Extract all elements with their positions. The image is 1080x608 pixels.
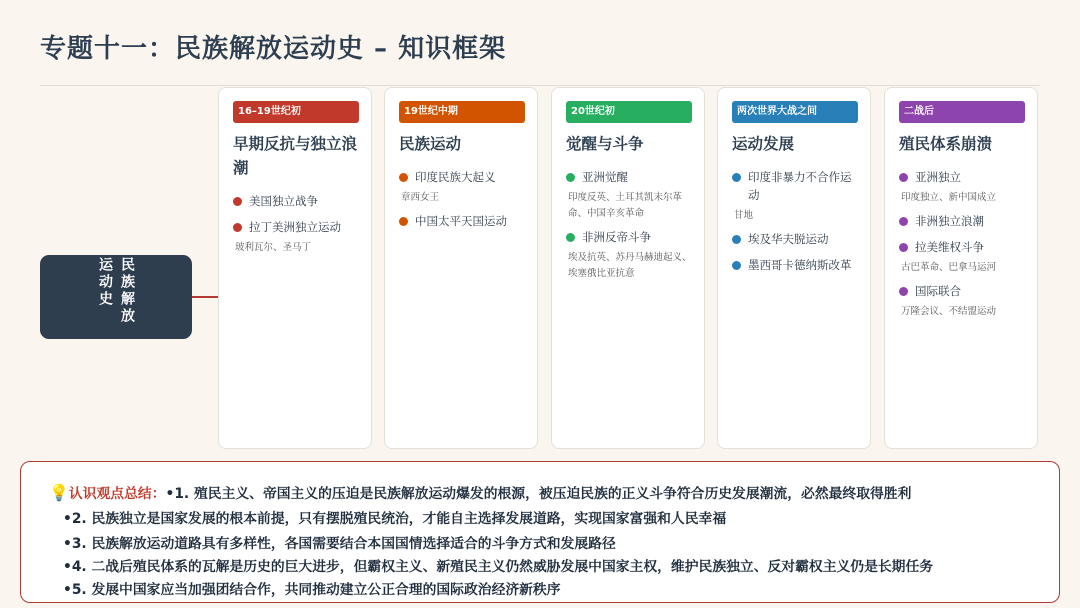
- period-badge: 两次世界大战之间: [732, 101, 858, 123]
- lightbulb-icon: 💡: [49, 483, 69, 502]
- root-connector: [192, 296, 218, 298]
- event-detail: 埃及抗英、苏丹马赫迪起义、埃塞俄比亚抗意: [568, 252, 692, 279]
- period-title: 早期反抗与独立浪潮: [233, 135, 358, 177]
- summary-point-4: •4. 二战后殖民体系的瓦解是历史的巨大进步，但霸权主义、新殖民主义仍然威胁发展中国家主权，维护民族独立、反对霸权主义仍是长期任务: [63, 559, 934, 575]
- period-column[interactable]: [551, 87, 705, 449]
- event-item[interactable]: [233, 192, 363, 210]
- event-item[interactable]: [732, 256, 862, 274]
- page-title: 专题十一：民族解放运动史 – 知识框架: [40, 34, 507, 64]
- bullet-dot-icon: [732, 173, 741, 182]
- event-item[interactable]: [233, 218, 363, 236]
- event-detail: 古巴革命、巴拿马运河: [901, 262, 997, 273]
- root-node[interactable]: [40, 255, 192, 339]
- event-item[interactable]: [899, 238, 1029, 256]
- event-list: [233, 192, 363, 262]
- summary-point-1: •1. 殖民主义、帝国主义的压迫是民族解放运动爆发的根源，被压迫民族的正义斗争符合历史发展潮流，必然最终取得胜利: [165, 486, 912, 502]
- period-badge: 二战后: [899, 101, 1025, 123]
- summary-title: 认识观点总结：: [68, 486, 166, 502]
- bullet-dot-icon: [899, 287, 908, 296]
- event-label: 非洲反帝斗争: [582, 230, 651, 244]
- period-column[interactable]: [218, 87, 372, 449]
- bullet-dot-icon: [899, 243, 908, 252]
- bullet-dot-icon: [233, 197, 242, 206]
- event-item[interactable]: [566, 228, 696, 246]
- event-label: 亚洲独立: [915, 170, 961, 184]
- event-label: 中国太平天国运动: [415, 214, 507, 228]
- event-list: [566, 168, 696, 288]
- event-item[interactable]: [899, 212, 1029, 230]
- event-item[interactable]: [732, 230, 862, 248]
- summary-heading-line: [49, 482, 911, 502]
- period-title: 觉醒与斗争: [566, 135, 644, 153]
- period-column[interactable]: [717, 87, 871, 449]
- bullet-dot-icon: [566, 233, 575, 242]
- event-label: 非洲独立浪潮: [915, 214, 984, 228]
- summary-point-3: •3. 民族解放运动道路具有多样性，各国需要结合本国国情选择适合的斗争方式和发展路径: [63, 536, 616, 552]
- event-label: 国际联合: [915, 284, 961, 298]
- event-label: 亚洲觉醒: [582, 170, 628, 184]
- period-badge: 16–19世纪初: [233, 101, 359, 123]
- period-column[interactable]: [384, 87, 538, 449]
- event-label: 印度民族大起义: [415, 170, 496, 184]
- event-detail: 印度独立、新中国成立: [901, 192, 997, 203]
- bullet-dot-icon: [566, 173, 575, 182]
- event-detail: 章西女王: [401, 192, 440, 203]
- event-item[interactable]: [399, 168, 529, 186]
- event-label: 拉美维权斗争: [915, 240, 984, 254]
- period-column[interactable]: [884, 87, 1038, 449]
- bullet-dot-icon: [399, 173, 408, 182]
- event-detail: 甘地: [734, 210, 754, 221]
- period-title: 运动发展: [732, 135, 795, 153]
- event-list: [399, 168, 529, 238]
- period-title: 民族运动: [399, 135, 462, 153]
- bullet-dot-icon: [233, 223, 242, 232]
- title-divider: [40, 85, 1040, 86]
- bullet-dot-icon: [732, 261, 741, 270]
- bullet-dot-icon: [732, 235, 741, 244]
- summary-point-5: •5. 发展中国家应当加强团结合作，共同推动建立公正合理的国际政治经济新秩序: [63, 582, 561, 598]
- event-item[interactable]: [566, 168, 696, 186]
- event-label: 墨西哥卡德纳斯改革: [748, 258, 852, 272]
- event-label: 印度非暴力不合作运动: [748, 170, 852, 202]
- bullet-dot-icon: [399, 217, 408, 226]
- bullet-dot-icon: [899, 217, 908, 226]
- bullet-dot-icon: [899, 173, 908, 182]
- event-detail: 万隆会议、不结盟运动: [901, 306, 997, 317]
- event-detail: 印度反英、土耳其凯末尔革命、中国辛亥革命: [568, 192, 683, 219]
- event-label: 美国独立战争: [249, 194, 318, 208]
- event-detail: 玻利瓦尔、圣马丁: [235, 242, 312, 253]
- event-label: 拉丁美洲独立运动: [249, 220, 341, 234]
- event-item[interactable]: [899, 168, 1029, 186]
- summary-point-2: •2. 民族独立是国家发展的根本前提，只有摆脱殖民统治，才能自主选择发展道路，实现国家富强和人民幸福: [63, 511, 727, 527]
- event-list: [732, 168, 862, 282]
- period-badge: 19世纪中期: [399, 101, 525, 123]
- event-list: [899, 168, 1029, 326]
- period-title: 殖民体系崩溃: [899, 135, 993, 153]
- root-node-label: 民族解放运动史: [97, 257, 135, 325]
- event-item[interactable]: [899, 282, 1029, 300]
- event-item[interactable]: [399, 212, 529, 230]
- event-label: 埃及华夫脱运动: [748, 232, 829, 246]
- event-item[interactable]: [732, 168, 862, 204]
- period-badge: 20世纪初: [566, 101, 692, 123]
- summary-box: [20, 461, 1060, 603]
